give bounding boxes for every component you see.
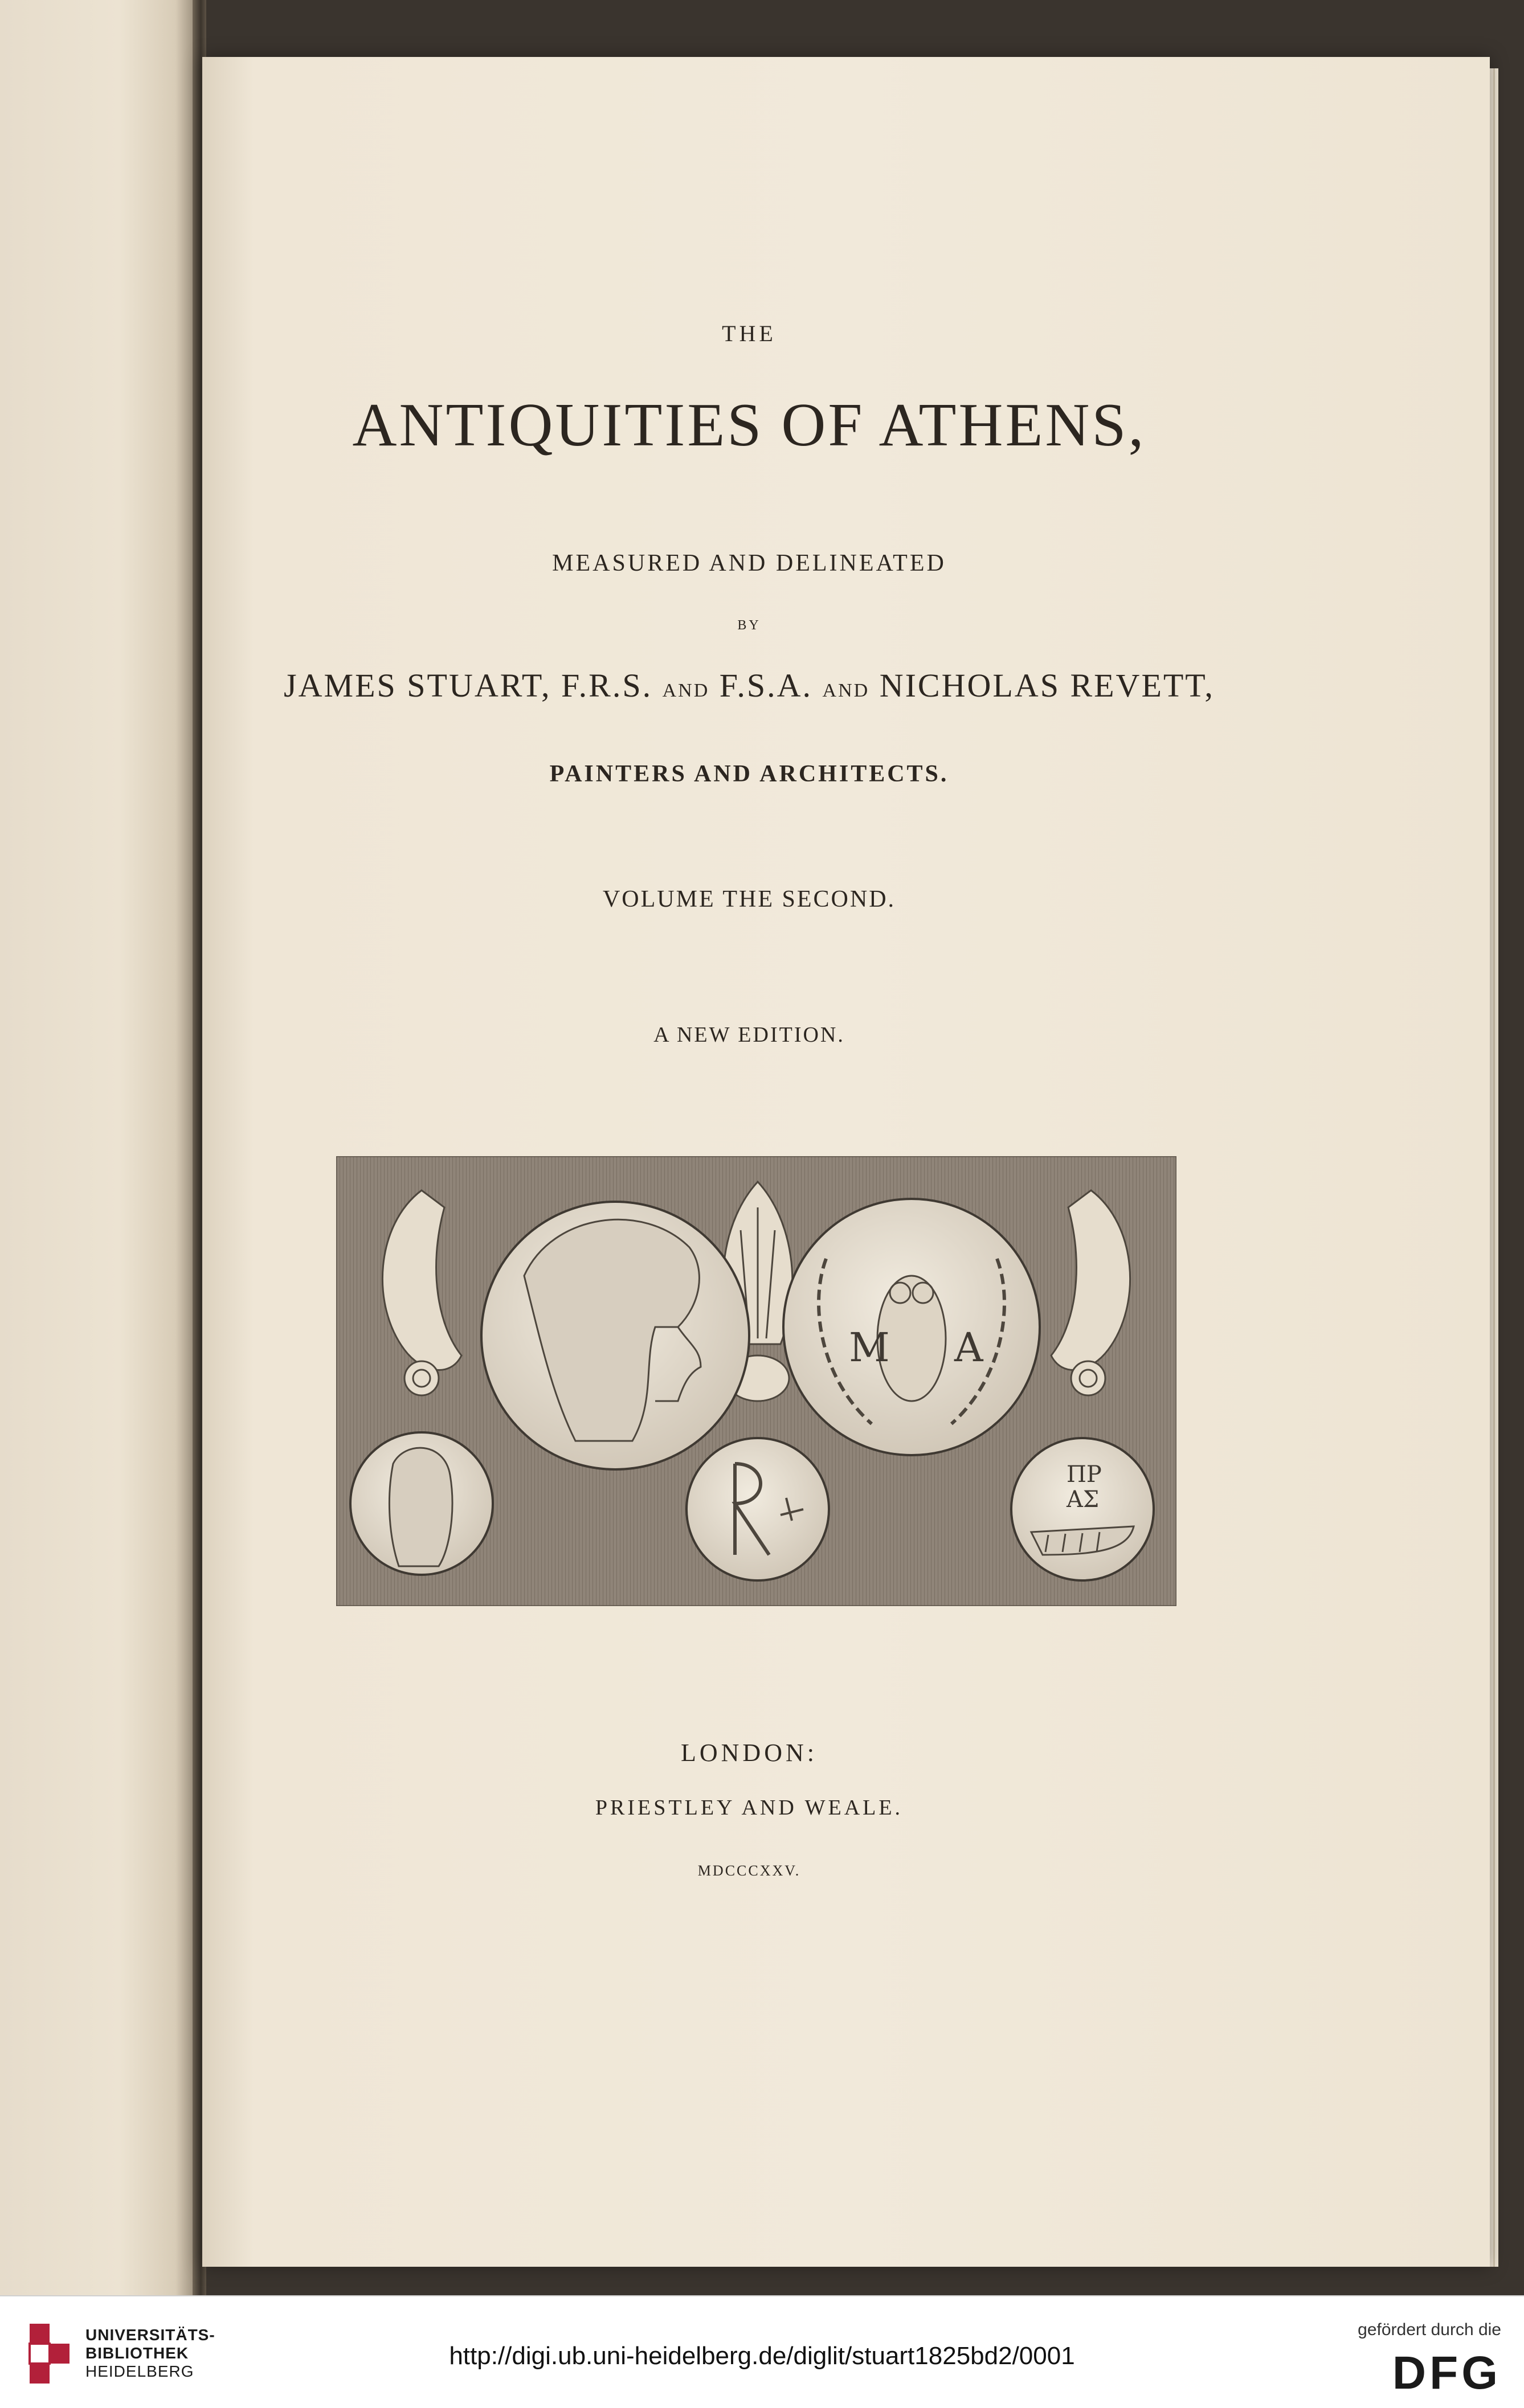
ship-coin bbox=[1011, 1438, 1154, 1580]
funding-caption: gefördert durch die bbox=[1358, 2320, 1501, 2339]
authors-line bbox=[0, 666, 1498, 705]
author-revett: NICHOLAS REVETT, bbox=[879, 667, 1215, 704]
subtitle-measured: MEASURED AND DELINEATED bbox=[552, 550, 946, 576]
coins-vignette bbox=[336, 1156, 1176, 1606]
by-line: BY bbox=[737, 618, 761, 633]
title-the: THE bbox=[722, 321, 777, 346]
imprint-city: LONDON: bbox=[681, 1739, 818, 1767]
ship-coin-letters-bottom: ΑΣ bbox=[1067, 1486, 1100, 1513]
library-name-line2: BIBLIOTHEK bbox=[85, 2344, 189, 2362]
painters-line: PAINTERS AND ARCHITECTS. bbox=[549, 761, 949, 787]
imprint-publisher: PRIESTLEY AND WEALE. bbox=[595, 1796, 904, 1820]
owl-coin bbox=[783, 1199, 1040, 1455]
page-permalink[interactable]: http://digi.ub.uni-heidelberg.de/diglit/stuart1825bd2/0001 bbox=[449, 2342, 1075, 2370]
dfg-logo[interactable]: DFG bbox=[1392, 2347, 1501, 2399]
edition-line: A NEW EDITION. bbox=[653, 1023, 845, 1047]
monogram-coin bbox=[687, 1438, 829, 1580]
and-connector: AND bbox=[662, 680, 710, 701]
owl-coin-letter-a: A bbox=[954, 1324, 983, 1371]
imprint-year: MDCCCXXV. bbox=[697, 1862, 801, 1879]
fsa-credential: F.S.A. bbox=[719, 667, 813, 704]
viewer-footer bbox=[0, 2295, 1524, 2408]
author-stuart: JAMES STUART, F.R.S. bbox=[284, 667, 653, 704]
library-name-line1: UNIVERSITÄTS- bbox=[85, 2326, 215, 2344]
veiled-head-coin bbox=[350, 1432, 493, 1575]
ship-coin-letters-top: ΠΡ bbox=[1067, 1461, 1102, 1488]
and-connector: AND bbox=[822, 680, 870, 701]
athena-head-coin bbox=[481, 1202, 749, 1469]
main-title: ANTIQUITIES OF ATHENS, bbox=[352, 391, 1146, 459]
owl-coin-letter-m: M bbox=[849, 1324, 890, 1371]
library-city: HEIDELBERG bbox=[85, 2362, 194, 2380]
volume-line: VOLUME THE SECOND. bbox=[602, 886, 896, 912]
